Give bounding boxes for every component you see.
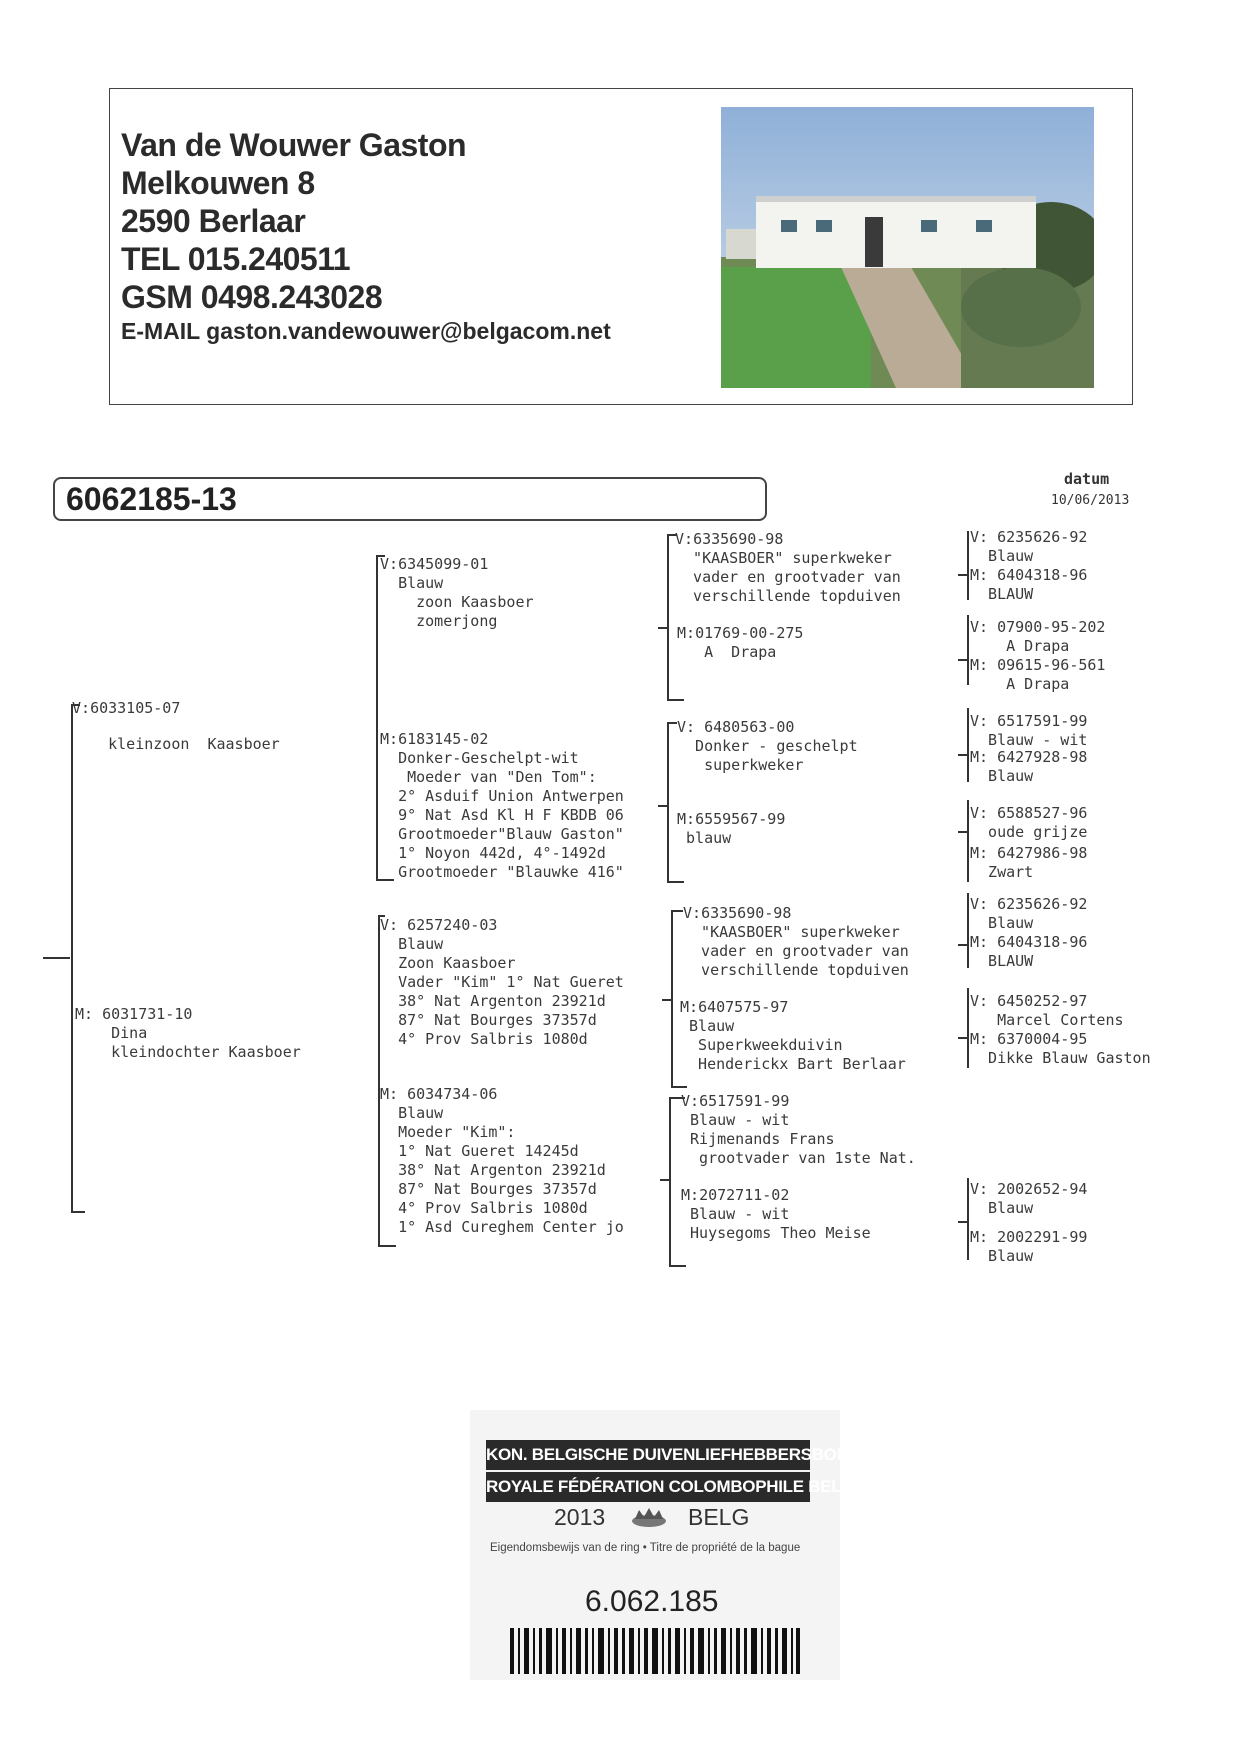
code: M:: [380, 1085, 399, 1103]
detail: Blauw: [970, 767, 1034, 785]
ring-id: 2072711-02: [699, 1186, 790, 1204]
detail: 4° Prov Salbris 1080d: [398, 1199, 588, 1217]
sire-id: 6033105-07: [90, 699, 181, 717]
detail: Dikke Blauw Gaston: [970, 1049, 1151, 1067]
detail: Blauw - wit: [681, 1111, 790, 1129]
detail: 1° Noyon 442d, 4°-1492d: [398, 844, 606, 862]
ring-number: 6062185-13: [66, 481, 237, 517]
ring-ownership-label: [470, 1410, 866, 1680]
detail: Donker - geschelpt: [686, 737, 858, 755]
detail: A Drapa: [970, 675, 1070, 693]
ring-id: 6588527-96: [997, 804, 1088, 822]
ring-id: 6235626-92: [997, 895, 1088, 913]
gen3-entry: [677, 718, 858, 775]
code: V:: [970, 1180, 989, 1198]
gen4-entry: [970, 844, 1087, 882]
detail: BLAUW: [970, 585, 1034, 603]
detail: Moeder "Kim":: [398, 1123, 516, 1141]
ring-id: 2002652-94: [997, 1180, 1088, 1198]
federation-name-fr: ROYALE FÉDÉRATION COLOMBOPHILE BELGE: [486, 1472, 810, 1502]
gen2-dam: [380, 1085, 624, 1237]
code: M:: [970, 566, 989, 584]
detail: BLAUW: [970, 952, 1034, 970]
detail: 38° Nat Argenton 23921d: [398, 992, 606, 1010]
gen2-sire: [380, 555, 534, 631]
detail: blauw: [677, 829, 732, 847]
owner-gsm: GSM 0498.243028: [121, 279, 383, 315]
detail: Zwart: [970, 863, 1034, 881]
ring-id: 6404318-96: [997, 566, 1088, 584]
gen3-entry: [677, 624, 803, 662]
code: V:: [677, 718, 696, 736]
code: V:: [970, 618, 989, 636]
detail: Henderickx Bart Berlaar: [680, 1055, 906, 1073]
detail: verschillende topduiven: [684, 587, 901, 605]
detail: "KAASBOER" superkweker: [684, 549, 892, 567]
ring-id: 6559567-99: [695, 810, 786, 828]
code: V:: [380, 555, 399, 573]
gen2-dam: [380, 730, 624, 882]
ring-id: 6407575-97: [698, 998, 789, 1016]
gen4-entry: [970, 895, 1087, 933]
crown-icon: [630, 1506, 668, 1528]
ring-id: 01769-00-275: [695, 624, 804, 642]
gen4-entry: [970, 1030, 1151, 1068]
code: V:: [970, 804, 989, 822]
ring-id: 6257240-03: [407, 916, 498, 934]
gen4-entry: [970, 992, 1124, 1030]
dam-line: Dina: [111, 1024, 148, 1042]
date-label: datum: [1064, 470, 1110, 488]
detail: 87° Nat Bourges 37357d: [398, 1011, 597, 1029]
barcode-icon: [510, 1628, 800, 1674]
detail: 9° Nat Asd Kl H F KBDB 06: [398, 806, 624, 824]
detail: Grootmoeder "Blauwke 416": [398, 863, 624, 881]
ring-id: 07900-95-202: [997, 618, 1106, 636]
detail: A Drapa: [677, 643, 777, 661]
detail: A Drapa: [970, 637, 1070, 655]
owner-email: E-MAIL gaston.vandewouwer@belgacom.net: [121, 318, 611, 344]
detail: Blauw: [398, 935, 444, 953]
detail: Donker-Geschelpt-wit: [398, 749, 579, 767]
gen3-entry: [675, 530, 901, 606]
code: M:: [677, 624, 696, 642]
code: M:: [970, 656, 989, 674]
detail: Blauw: [970, 1247, 1034, 1265]
ring-id: 6370004-95: [997, 1030, 1088, 1048]
ring-id: 6034734-06: [407, 1085, 498, 1103]
detail: Blauw: [398, 1104, 444, 1122]
code: M:: [380, 730, 399, 748]
ring-id: 6480563-00: [704, 718, 795, 736]
detail: Grootmoeder"Blauw Gaston": [398, 825, 624, 843]
dam-code: M:: [75, 1005, 94, 1023]
ring-country: BELG: [688, 1504, 750, 1530]
detail: 38° Nat Argenton 23921d: [398, 1161, 606, 1179]
pedigree-dam: [75, 1005, 301, 1062]
owner-name: Van de Wouwer Gaston: [121, 127, 467, 163]
detail: vader en grootvader van: [692, 942, 909, 960]
ring-id: 6345099-01: [398, 555, 489, 573]
code: M:: [970, 1228, 989, 1246]
date-value: 10/06/2013: [1051, 493, 1130, 508]
dam-line: kleindochter Kaasboer: [111, 1043, 301, 1061]
code: V:: [681, 1092, 700, 1110]
detail: Superkweekduivin: [680, 1036, 843, 1054]
detail: vader en grootvader van: [684, 568, 901, 586]
code: M:: [677, 810, 696, 828]
code: M:: [970, 1030, 989, 1048]
ring-id: 6335690-98: [693, 530, 784, 548]
detail: Blauw: [680, 1017, 735, 1035]
detail: Blauw: [970, 914, 1034, 932]
code: M:: [970, 933, 989, 951]
ring-id: 6427986-98: [997, 844, 1088, 862]
dam-id: 6031731-10: [102, 1005, 193, 1023]
detail: Blauw - wit: [681, 1205, 790, 1223]
code: V:: [970, 712, 989, 730]
code: M:: [970, 844, 989, 862]
ring-id: 2002291-99: [997, 1228, 1088, 1246]
detail: Rijmenands Frans: [681, 1130, 835, 1148]
detail: Blauw: [970, 1199, 1034, 1217]
gen4-entry: [970, 656, 1105, 694]
gen3-entry: [677, 810, 785, 848]
detail: Blauw: [970, 547, 1034, 565]
detail: Marcel Cortens: [970, 1011, 1124, 1029]
federation-name-nl: KON. BELGISCHE DUIVENLIEFHEBBERSBOND: [486, 1440, 810, 1470]
ring-year: 2013: [554, 1504, 606, 1530]
gen3-entry: [681, 1092, 916, 1168]
ring-id: 09615-96-561: [997, 656, 1106, 674]
detail: superkweker: [686, 756, 804, 774]
gen4-entry: [970, 618, 1105, 656]
ring-serial-number: 6.062.185: [585, 1585, 719, 1618]
sire-line: kleinzoon Kaasboer: [108, 735, 280, 753]
detail: 2° Asduif Union Antwerpen: [398, 787, 624, 805]
gen2-sire: [380, 916, 624, 1049]
detail: "KAASBOER" superkweker: [692, 923, 900, 941]
detail: 87° Nat Bourges 37357d: [398, 1180, 597, 1198]
code: V:: [683, 904, 702, 922]
gen4-entry: [970, 1180, 1087, 1218]
ring-id: 6235626-92: [997, 528, 1088, 546]
gen4-entry: [970, 712, 1087, 750]
gen4-entry: [970, 1228, 1087, 1266]
code: V:: [970, 992, 989, 1010]
detail: Moeder van "Den Tom":: [398, 768, 597, 786]
detail: zomerjong: [398, 612, 498, 630]
pedigree-sire: [72, 699, 280, 754]
detail: 1° Asd Cureghem Center jo: [398, 1218, 624, 1236]
ring-id: 6183145-02: [398, 730, 489, 748]
owner-tel: TEL 015.240511: [121, 241, 351, 277]
code: M:: [681, 1186, 700, 1204]
owner-city: 2590 Berlaar: [121, 203, 306, 239]
code: V:: [380, 916, 399, 934]
gen4-entry: [970, 528, 1087, 566]
detail: oude grijze: [970, 823, 1088, 841]
gen4-entry: [970, 566, 1087, 604]
ring-id: 6427928-98: [997, 748, 1088, 766]
detail: 4° Prov Salbris 1080d: [398, 1030, 588, 1048]
detail: grootvader van 1ste Nat.: [681, 1149, 916, 1167]
detail: zoon Kaasboer: [398, 593, 534, 611]
ring-id: 6517591-99: [997, 712, 1088, 730]
code: M:: [680, 998, 699, 1016]
gen3-entry: [680, 998, 906, 1074]
gen3-entry: [683, 904, 909, 980]
ring-id: 6517591-99: [699, 1092, 790, 1110]
sire-code: V:: [72, 699, 91, 717]
detail: Blauw - wit: [970, 731, 1088, 749]
code: V:: [970, 895, 989, 913]
owner-address: Melkouwen 8: [121, 165, 315, 201]
gen4-entry: [970, 748, 1087, 786]
ownership-caption: Eigendomsbewijs van de ring • Titre de propriété de la bague: [490, 1542, 801, 1554]
code: V:: [970, 528, 989, 546]
detail: Huysegoms Theo Meise: [681, 1224, 871, 1242]
detail: 1° Nat Gueret 14245d: [398, 1142, 579, 1160]
detail: Vader "Kim" 1° Nat Gueret: [398, 973, 624, 991]
gen4-entry: [970, 933, 1087, 971]
ring-id: 6450252-97: [997, 992, 1088, 1010]
detail: Zoon Kaasboer: [398, 954, 516, 972]
code: V:: [675, 530, 694, 548]
gen3-entry: [681, 1186, 871, 1243]
detail: verschillende topduiven: [692, 961, 909, 979]
ring-id: 6335690-98: [701, 904, 792, 922]
gen4-entry: [970, 804, 1087, 842]
code: M:: [970, 748, 989, 766]
ring-id: 6404318-96: [997, 933, 1088, 951]
detail: Blauw: [398, 574, 444, 592]
